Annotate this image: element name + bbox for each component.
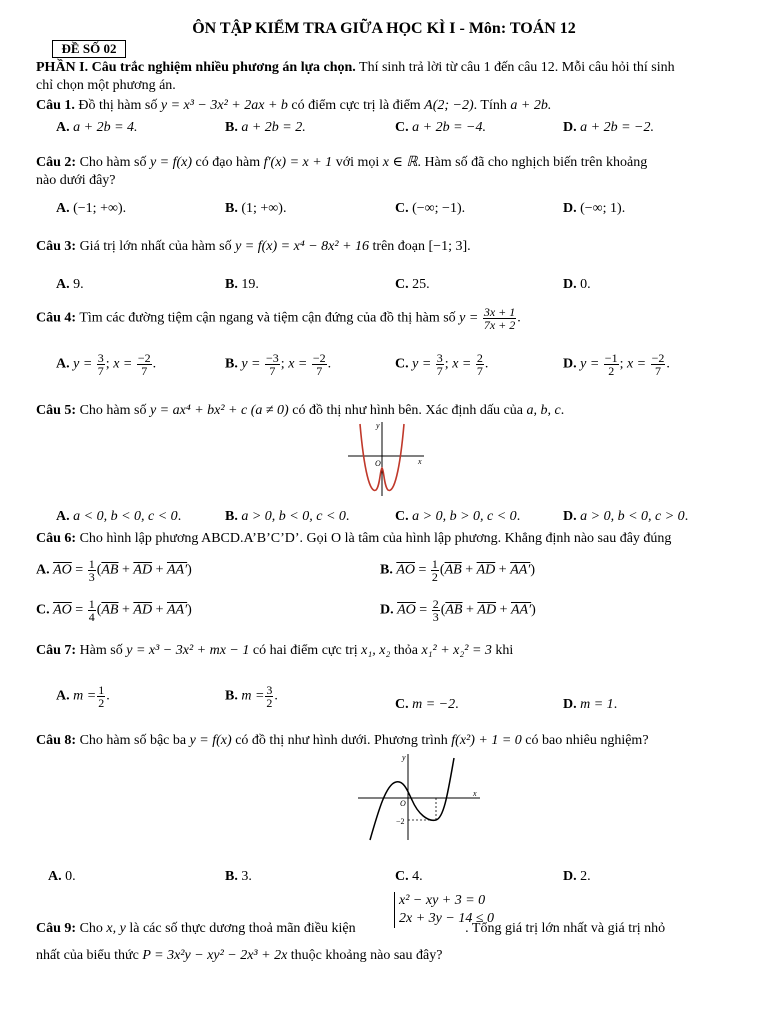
page-title: ÔN TẬP KIỂM TRA GIỮA HỌC KÌ I - Môn: TOÁN 12 — [192, 20, 576, 37]
option-text: (1; +∞) — [241, 201, 283, 216]
q2-text-c: với mọi — [335, 155, 380, 170]
q3-option-b[interactable]: B. 19. — [225, 277, 259, 292]
q5-text: Cho hàm số — [79, 403, 147, 418]
q8-cubic-graph — [356, 752, 484, 842]
frac-num: 2 — [432, 597, 439, 611]
q2-label: Câu 2: — [36, 155, 77, 170]
q6-label: Câu 6: — [36, 531, 77, 546]
q2-option-b[interactable]: B. (1; +∞). — [225, 201, 287, 216]
option-letter: B. — [225, 120, 238, 135]
vector: $\overline{AB}$ — [445, 602, 463, 618]
q4-label: Câu 4: — [36, 310, 77, 326]
option-letter: A. — [56, 201, 70, 216]
option-letter: A. — [56, 509, 70, 524]
q4-text: Tìm các đường tiệm cận ngang và tiệm cận đứng của đồ thị hàm số — [79, 310, 456, 326]
option-letter: C. — [395, 697, 409, 712]
option-text: a > 0, b < 0, c < 0 — [241, 509, 346, 524]
q1-target: a + 2b. — [510, 98, 552, 113]
q8-function: y = f(x) — [189, 733, 232, 748]
q4-function-fraction — [483, 306, 516, 331]
option-letter: B. — [225, 277, 238, 292]
frac-den: 7 — [655, 364, 662, 378]
question-4: Câu 4: Tìm các đường tiệm cận ngang và tiệm cận đứng của đồ thị hàm số y = $\frac{3x + 1}{7x + 2}$ . — [36, 305, 521, 332]
option-text: 0 — [580, 277, 588, 292]
frac-den: 2 — [266, 696, 273, 710]
q1-label: Câu 1. — [36, 98, 75, 113]
option-letter: C. — [395, 201, 409, 216]
part1-heading-line — [36, 59, 732, 77]
option-text: m = −2 — [412, 697, 456, 712]
q2-derivative: f′(x) = x + 1 — [263, 155, 333, 170]
vector: $\overline{AD}$ — [476, 562, 496, 578]
y-label: y — [402, 753, 406, 762]
q8-option-d[interactable]: D. 2. — [563, 869, 591, 884]
q5-option-d[interactable]: D. a > 0, b < 0, c > 0. — [563, 509, 689, 524]
q3-option-d[interactable]: D. 0. — [563, 277, 591, 292]
origin-label: O — [375, 459, 381, 468]
frac-den: 3 — [432, 610, 439, 624]
option-text: 2 — [580, 869, 588, 884]
frac-num: −1 — [604, 351, 618, 365]
q1-function: y = x³ − 3x² + 2ax + b — [160, 98, 288, 113]
q8-option-a[interactable]: A. 0. — [48, 869, 76, 884]
q9-text-c: . Tổng giá trị lớn nhất và giá trị nhỏ — [465, 921, 666, 936]
q4-option-b[interactable]: B. y = $\frac{-3}{7}$ ; x = $\frac{-2}{7}$ . — [225, 351, 332, 378]
option-letter: D. — [563, 697, 577, 712]
minus2-label: −2 — [396, 817, 405, 826]
frac-num: 1 — [88, 557, 95, 571]
q6-option-b[interactable]: B. $\overline{AO}$ = $\frac{1}{2}$ $(\overline{AB} + \overline{AD} + AA')$ — [380, 557, 536, 584]
option-text: a + 2b = −2. — [580, 120, 654, 135]
part1-instruction-line2: chỉ chọn một phương án. — [36, 78, 176, 93]
q4-den: 7x + 2 — [483, 318, 516, 332]
q1-text-c: . Tính — [473, 98, 507, 113]
option-letter: D. — [380, 602, 394, 618]
q2-function: y = f(x) — [149, 155, 193, 170]
q7-text-d: khi — [495, 643, 514, 658]
vector: $\overline{AB}$ — [444, 562, 462, 578]
frac-den: 2 — [608, 364, 615, 378]
option-letter: A. — [36, 562, 50, 578]
vector-lhs: $\overline{AO}$ — [53, 602, 72, 618]
q1-option-d[interactable] — [563, 119, 654, 137]
q2-text-e: nào dưới đây? — [36, 173, 116, 188]
option-lhs: m = — [73, 688, 97, 704]
q7-text-c: thỏa — [393, 643, 418, 658]
option-letter: D. — [563, 509, 577, 524]
y-label: y — [376, 421, 380, 430]
vector-lhs: $\overline{AO}$ — [396, 562, 416, 578]
q1-text-b: có điểm cực trị là điểm — [291, 98, 421, 113]
frac-num: 1 — [431, 557, 438, 571]
origin-label: O — [400, 799, 406, 808]
exam-code: ĐỀ SỐ 02 — [52, 40, 126, 58]
vector-lhs: $\overline{AO}$ — [53, 562, 72, 578]
q7-text-b: có hai điểm cực trị — [252, 643, 358, 658]
q9-text-b: là các số thực dương thoả mãn điều kiện — [129, 921, 356, 936]
q9-expression: P = 3x²y − xy² − 2x³ + 2x — [142, 948, 288, 963]
q4-option-d[interactable]: D. y = $\frac{-1}{2}$ ; x = $\frac{-2}{7}$ . — [563, 351, 670, 378]
q5-option-c[interactable]: C. a > 0, b > 0, c < 0. — [395, 509, 521, 524]
frac-den: 2 — [98, 696, 105, 710]
part1-instruction: Thí sinh trả lời từ câu 1 đến câu 12. Mỗi câu hỏi thí sinh — [359, 60, 675, 75]
frac-num: 2 — [476, 351, 483, 365]
q2-option-a[interactable]: A. (−1; +∞). — [56, 201, 127, 216]
option-text: (−∞; −1) — [412, 201, 462, 216]
question-9-line2 — [36, 947, 732, 965]
q1-option-b[interactable] — [225, 119, 306, 137]
x-label: x — [473, 789, 477, 798]
option-letter: C. — [395, 277, 409, 292]
option-text: a > 0, b > 0, c < 0 — [412, 509, 517, 524]
q5-text-b: có đồ thị như hình bên. Xác định dấu của — [292, 403, 523, 418]
q9-condition-2: 2x + 3y − 14 ≤ 0 — [399, 911, 495, 926]
vector: AA′ — [510, 602, 532, 618]
vector: AA′ — [166, 562, 188, 578]
q5-function: y = ax⁴ + bx² + c (a ≠ 0) — [149, 403, 289, 418]
option-letter: A. — [48, 869, 62, 884]
cubic-curve — [370, 758, 454, 840]
vector-lhs: $\overline{AO}$ — [397, 602, 416, 618]
option-text: (−∞; 1) — [580, 201, 622, 216]
option-text: a + 2b = −4. — [412, 120, 486, 135]
q8-equation: f(x²) + 1 = 0 — [451, 733, 522, 748]
option-text: a + 2b = 4. — [73, 120, 138, 135]
option-letter: B. — [225, 509, 238, 524]
frac-num: 1 — [88, 597, 95, 611]
frac-den: 3 — [88, 570, 95, 584]
q6-option-c[interactable]: C. $\overline{AO}$ = $\frac{1}{4}$ $(\overline{AB} + \overline{AD} + AA')$ — [36, 597, 192, 624]
q3-option-c[interactable]: C. 25. — [395, 277, 430, 292]
option-letter: A. — [56, 356, 70, 372]
q6-text: Cho hình lập phương ABCD.A’B’C’D’. Gọi O là tâm của hình lập phương. Khẳng định nào sau đây đúng — [79, 531, 672, 546]
option-text: a + 2b = 2. — [241, 120, 306, 135]
option-letter: D. — [563, 356, 577, 372]
part1-heading: PHẦN I. Câu trắc nghiệm nhiều phương án lựa chọn. — [36, 60, 356, 75]
frac-den: 7 — [316, 364, 323, 378]
option-text: 9 — [73, 277, 81, 292]
option-text: a < 0, b < 0, c < 0 — [73, 509, 178, 524]
option-text: (−1; +∞) — [73, 201, 123, 216]
q4-option-a[interactable]: A. y = $\frac{3}{7}$ ; x = $\frac{-2}{7}$ . — [56, 351, 157, 378]
option-letter: C. — [395, 120, 409, 135]
q6-option-a[interactable]: A. $\overline{AO}$ = $\frac{1}{3}$ $(\overline{AB} + \overline{AD} + AA')$ — [36, 557, 192, 584]
option-lhs: m = — [241, 688, 265, 704]
option-text: 25 — [412, 277, 427, 292]
question-6 — [36, 530, 732, 548]
q4-num: 3x + 1 — [483, 305, 516, 319]
q7-condition: x₁² + x₂² = 3 — [421, 643, 492, 658]
vector: $\overline{AB}$ — [101, 602, 119, 618]
q3-interval: [−1; 3] — [428, 239, 468, 254]
q3-option-a[interactable]: A. 9. — [56, 277, 84, 292]
option-letter: B. — [380, 562, 393, 578]
question-1 — [36, 97, 732, 115]
q7-option-a[interactable]: A. m = $\frac{1}{2}$ . — [56, 683, 110, 710]
question-9 — [36, 920, 732, 938]
frac-num: −3 — [266, 351, 279, 365]
q3-function: y = f(x) = x⁴ − 8x² + 16 — [235, 239, 370, 254]
q7-function: y = x³ − 3x² + mx − 1 — [126, 643, 250, 658]
q9-condition-1: x² − xy + 3 = 0 — [399, 893, 486, 908]
q6-option-d[interactable]: D. $\overline{AO}$ = $\frac{2}{3}$ $(\overline{AB} + \overline{AD} + AA')$ — [380, 597, 536, 624]
q1-text: Đồ thị hàm số — [78, 98, 158, 113]
q7-option-c[interactable]: C. m = −2. — [395, 697, 459, 712]
q4-function-lhs: y = — [459, 310, 479, 326]
vector: $\overline{AD}$ — [477, 602, 497, 618]
option-letter: A. — [56, 120, 70, 135]
q8-text: Cho hàm số bậc ba — [79, 733, 187, 748]
frac-den: 7 — [436, 364, 443, 378]
q8-option-c[interactable]: C. 4. — [395, 869, 423, 884]
question-8 — [36, 732, 732, 750]
q5-label: Câu 5: — [36, 403, 77, 418]
q9-text-e: thuộc khoảng nào sau đây? — [290, 948, 443, 963]
frac-num: −2 — [651, 351, 665, 365]
option-letter: D. — [563, 869, 577, 884]
question-7 — [36, 642, 732, 660]
option-letter: D. — [563, 201, 577, 216]
question-3: Câu 3: Giá trị lớn nhất của hàm số y = f(x) = x⁴ − 8x² + 16 trên đoạn [−1; 3]. — [36, 239, 471, 254]
q2-option-c[interactable]: C. (−∞; −1). — [395, 201, 466, 216]
option-letter: D. — [563, 120, 577, 135]
frac-den: 7 — [97, 364, 104, 378]
question-5: Câu 5: Cho hàm số y = ax⁴ + bx² + c (a ≠ 0) có đồ thị như hình bên. Xác định dấu của a, b, c. — [36, 403, 565, 418]
q7-text: Hàm số — [79, 643, 123, 658]
frac-den: 7 — [269, 364, 276, 378]
frac-num: 1 — [98, 683, 105, 697]
frac-num: 3 — [97, 351, 104, 365]
q1-option-c[interactable] — [395, 119, 486, 137]
option-letter: C. — [395, 509, 409, 524]
q2-text-b: có đạo hàm — [195, 155, 261, 170]
q4-option-c[interactable]: C. y = $\frac{3}{7}$ ; x = $\frac{2}{7}$ . — [395, 351, 489, 378]
option-letter: A. — [56, 277, 70, 292]
q3-text-b: trên đoạn — [372, 239, 426, 254]
q8-option-b[interactable]: B. 3. — [225, 869, 252, 884]
frac-den: 4 — [88, 610, 95, 624]
vector: $\overline{AD}$ — [133, 562, 153, 578]
q1-option-a[interactable] — [56, 119, 138, 137]
option-letter: D. — [563, 277, 577, 292]
option-letter: C. — [36, 602, 50, 618]
frac-den: 2 — [431, 570, 438, 584]
option-letter: B. — [225, 356, 238, 372]
vector: AA′ — [510, 562, 531, 578]
q9-text: Cho — [79, 921, 103, 936]
q9-label: Câu 9: — [36, 921, 77, 936]
q3-text: Giá trị lớn nhất của hàm số — [79, 239, 232, 254]
question-2 — [36, 154, 732, 172]
option-letter: A. — [56, 688, 70, 704]
q2-text-d: . Hàm số đã cho nghịch biến trên khoảng — [417, 155, 648, 170]
frac-den: 7 — [141, 364, 148, 378]
q5-target: a, b, c — [526, 403, 561, 418]
vector: AA′ — [166, 602, 188, 618]
q2-option-d[interactable]: D. (−∞; 1). — [563, 201, 626, 216]
frac-num: −2 — [312, 351, 326, 365]
vector: $\overline{AD}$ — [133, 602, 153, 618]
q2-text: Cho hàm số — [79, 155, 147, 170]
q5-option-a[interactable]: A. a < 0, b < 0, c < 0. — [56, 509, 182, 524]
q9-text-d: nhất của biểu thức — [36, 948, 139, 963]
option-letter: B. — [225, 688, 238, 704]
option-text: m = 1 — [580, 697, 614, 712]
option-letter: C. — [395, 356, 409, 372]
q7-points: x₁, x₂ — [361, 643, 391, 658]
frac-num: −2 — [137, 351, 151, 365]
q7-option-d[interactable]: D. m = 1. — [563, 697, 618, 712]
q7-label: Câu 7: — [36, 643, 77, 658]
option-letter: C. — [395, 869, 409, 884]
option-text: 0 — [65, 869, 73, 884]
option-text: 3 — [241, 869, 249, 884]
q2-domain: x ∈ ℝ — [382, 155, 418, 170]
vector: $\overline{AB}$ — [101, 562, 119, 578]
option-letter: B. — [225, 869, 238, 884]
option-text: a > 0, b < 0, c > 0 — [580, 509, 685, 524]
frac-den: 7 — [476, 364, 483, 378]
option-text: 4 — [412, 869, 420, 884]
q5-quartic-graph — [346, 420, 428, 498]
x-label: x — [418, 457, 422, 466]
q8-text-c: có bao nhiêu nghiệm? — [525, 733, 649, 748]
q8-text-b: có đồ thị như hình dưới. Phương trình — [235, 733, 448, 748]
frac-num: 3 — [266, 683, 273, 697]
frac-num: 3 — [436, 351, 443, 365]
option-text: 19 — [241, 277, 256, 292]
q3-label: Câu 3: — [36, 239, 77, 254]
q9-vars: x, y — [106, 921, 126, 936]
option-letter: B. — [225, 201, 238, 216]
q7-option-b[interactable]: B. m = $\frac{3}{2}$ . — [225, 683, 278, 710]
q5-option-b[interactable]: B. a > 0, b < 0, c < 0. — [225, 509, 350, 524]
q8-label: Câu 8: — [36, 733, 77, 748]
q1-point: A(2; −2) — [424, 98, 474, 113]
